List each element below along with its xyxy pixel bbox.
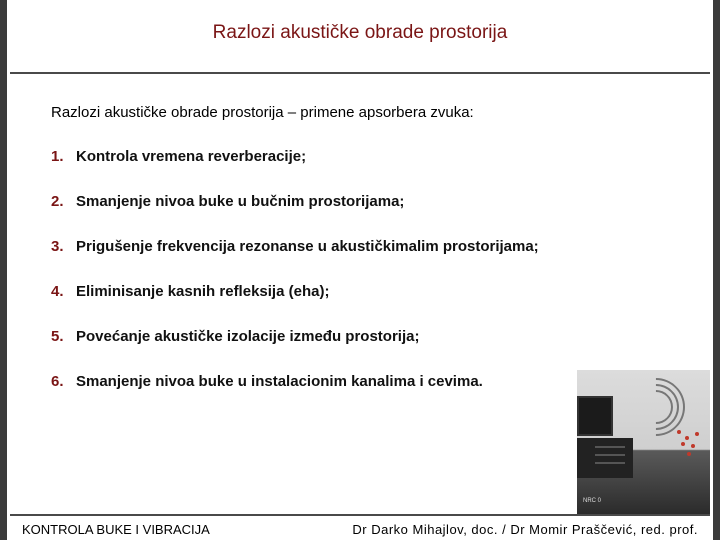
list-item bbox=[51, 238, 539, 283]
list-item bbox=[51, 328, 539, 373]
photo-caption: NRC 0 bbox=[583, 498, 602, 504]
item-text: Smanjenje nivoa buke u bučnim prostorijama; bbox=[76, 193, 405, 210]
absorbed-sound-dots bbox=[677, 430, 681, 434]
reasons-list bbox=[51, 148, 539, 418]
item-number: 3. bbox=[51, 238, 64, 255]
item-text: Smanjenje nivoa buke u instalacionim kanalima i cevima. bbox=[76, 373, 483, 390]
item-number: 5. bbox=[51, 328, 64, 345]
footer-authors: Dr Darko Mihajlov, doc. / Dr Momir Praščević, red. prof. bbox=[352, 522, 698, 537]
list-item bbox=[51, 148, 539, 193]
room-acoustics-image bbox=[577, 370, 710, 514]
list-item bbox=[51, 193, 539, 238]
footer bbox=[10, 514, 710, 542]
item-number: 2. bbox=[51, 193, 64, 210]
tv-icon bbox=[577, 396, 613, 436]
footer-course: KONTROLA BUKE I VIBRACIJA bbox=[22, 522, 210, 537]
item-text: Eliminisanje kasnih refleksija (eha); bbox=[76, 283, 330, 300]
item-text: Kontrola vremena reverberacije; bbox=[76, 148, 307, 165]
intro-text: Razlozi akustičke obrade prostorija – primene apsorbera zvuka: bbox=[51, 104, 474, 121]
item-number: 6. bbox=[51, 373, 64, 390]
item-number: 1. bbox=[51, 148, 64, 165]
item-text: Prigušenje frekvencija rezonanse u akustičkimalim prostorijama; bbox=[76, 238, 539, 255]
item-number: 4. bbox=[51, 283, 64, 300]
speaker-cabinet bbox=[577, 438, 633, 478]
item-text: Povećanje akustičke izolacije između prostorija; bbox=[76, 328, 420, 345]
list-item bbox=[51, 373, 539, 418]
list-item bbox=[51, 283, 539, 328]
title-bar bbox=[10, 0, 710, 74]
slide-title: Razlozi akustičke obrade prostorija bbox=[212, 22, 508, 43]
